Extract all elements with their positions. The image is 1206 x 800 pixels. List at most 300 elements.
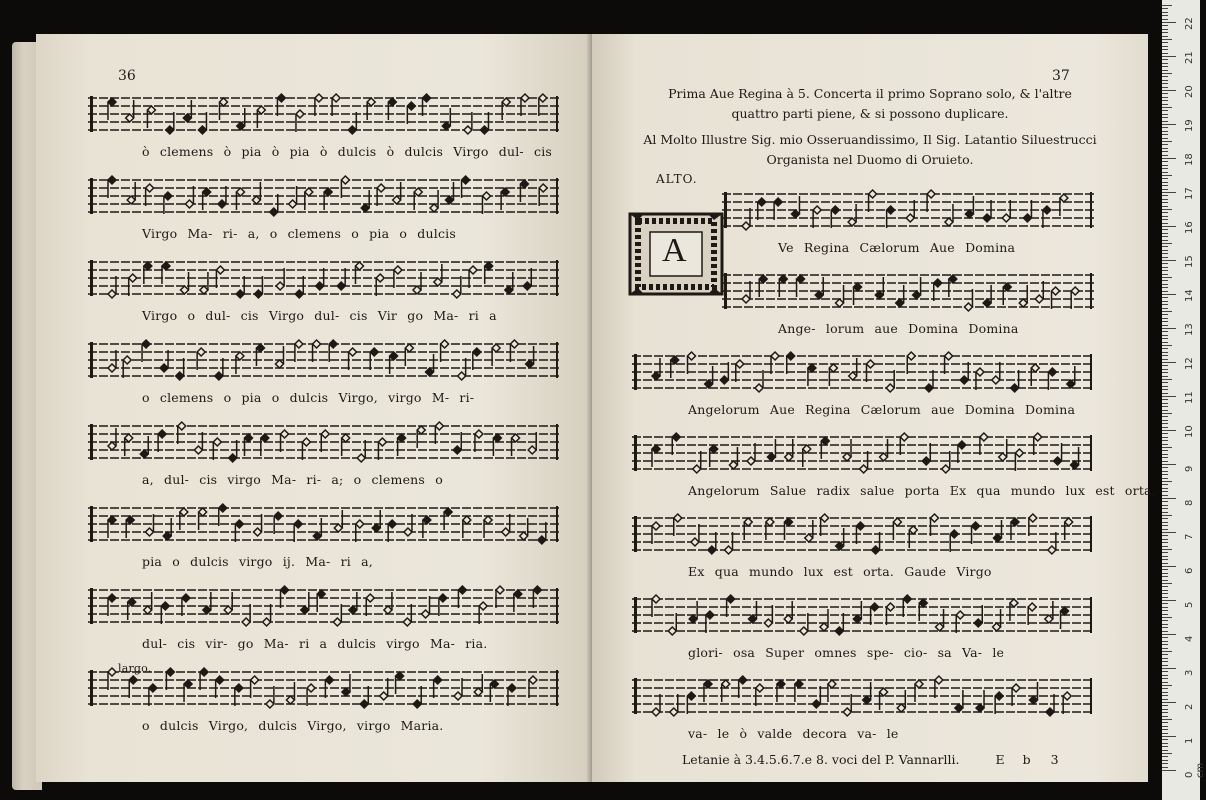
ruler-tick: [1162, 569, 1168, 570]
note-glyph: [166, 126, 174, 134]
ruler-tick: [1162, 49, 1168, 50]
music-staff: [88, 254, 560, 308]
ruler-tick: [1162, 495, 1168, 496]
note-glyph: [956, 611, 964, 619]
ruler-tick: [1162, 39, 1172, 40]
ruler-tick: [1162, 420, 1168, 421]
note-glyph: [426, 368, 434, 376]
ruler-tick: [1162, 148, 1168, 149]
note-glyph: [469, 266, 477, 274]
ruler-tick: [1162, 168, 1168, 169]
note-glyph: [508, 684, 516, 692]
ruler-tick: [1162, 32, 1168, 33]
note-glyph: [203, 606, 211, 614]
note-glyph: [1029, 514, 1037, 522]
note-glyph: [674, 514, 682, 522]
ruler-label: 17: [1184, 187, 1195, 200]
note-glyph: [435, 422, 443, 430]
music-staff: [88, 336, 560, 390]
ruler-tick: [1162, 389, 1168, 390]
ruler-tick: [1162, 216, 1168, 217]
note-glyph: [108, 364, 116, 372]
ruler-tick: [1162, 733, 1168, 734]
ruler-tick: [1162, 498, 1176, 499]
note-glyph: [872, 546, 880, 554]
ruler-tick: [1162, 233, 1168, 234]
ruler-tick: [1162, 692, 1168, 693]
ruler-tick: [1162, 736, 1176, 737]
note-glyph: [417, 426, 425, 434]
note-glyph: [108, 98, 116, 106]
note-glyph: [909, 526, 917, 534]
ruler-tick: [1162, 308, 1168, 309]
ruler-tick: [1162, 427, 1168, 428]
note-glyph: [147, 106, 155, 114]
note-glyph: [403, 618, 411, 626]
note-glyph: [880, 453, 888, 461]
ruler-tick: [1162, 141, 1172, 142]
note-glyph: [1023, 214, 1031, 222]
note-glyph: [423, 516, 431, 524]
note-glyph: [176, 372, 184, 380]
note-glyph: [1045, 615, 1053, 623]
ruler-tick: [1162, 726, 1168, 727]
ruler-tick: [1162, 263, 1168, 264]
ruler-tick: [1162, 580, 1168, 581]
note-glyph: [384, 606, 392, 614]
note-glyph: [295, 340, 303, 348]
note-glyph: [767, 453, 775, 461]
note-glyph: [1028, 603, 1036, 611]
ruler-tick: [1162, 124, 1176, 125]
ruler-tick: [1162, 668, 1176, 669]
ruler-tick: [1162, 563, 1168, 564]
note-glyph: [393, 196, 401, 204]
ruler-tick: [1162, 311, 1172, 312]
ruler-label: 14: [1184, 289, 1195, 302]
ruler-tick: [1162, 712, 1168, 713]
note-glyph: [528, 446, 536, 454]
note-glyph: [875, 291, 883, 299]
note-glyph: [404, 528, 412, 536]
ruler-tick: [1162, 121, 1168, 122]
note-glyph: [370, 348, 378, 356]
note-glyph: [160, 364, 168, 372]
note-glyph: [294, 520, 302, 528]
ruler-label: 12: [1184, 357, 1195, 370]
signature-letter: b: [1022, 752, 1031, 767]
note-glyph: [965, 210, 973, 218]
note-glyph: [1019, 299, 1027, 307]
ruler-tick: [1162, 19, 1168, 20]
ruler-tick: [1162, 416, 1168, 417]
note-glyph: [329, 340, 337, 348]
note-glyph: [356, 520, 364, 528]
note-glyph: [414, 188, 422, 196]
note-glyph: [337, 282, 345, 290]
note-glyph: [251, 676, 259, 684]
note-glyph: [203, 188, 211, 196]
staff-lines: [88, 254, 560, 304]
ruler-tick: [1162, 746, 1168, 747]
ruler-tick: [1162, 549, 1172, 550]
ruler-tick: [1162, 297, 1168, 298]
ruler-tick: [1162, 447, 1172, 448]
ruler-tick: [1162, 63, 1168, 64]
note-glyph: [693, 465, 701, 473]
note-glyph: [871, 603, 879, 611]
note-glyph: [315, 94, 323, 102]
note-glyph: [361, 204, 369, 212]
note-glyph: [439, 594, 447, 602]
note-glyph: [797, 275, 805, 283]
ruler-tick: [1162, 335, 1168, 336]
note-glyph: [341, 176, 349, 184]
ruler-tick: [1162, 583, 1172, 584]
note-glyph: [821, 514, 829, 522]
note-glyph: [958, 441, 966, 449]
note-glyph: [502, 528, 510, 536]
note-glyph: [484, 516, 492, 524]
ruler-tick: [1162, 372, 1168, 373]
ruler-tick: [1162, 614, 1168, 615]
note-glyph: [725, 546, 733, 554]
note-glyph: [277, 94, 285, 102]
ruler-tick: [1162, 467, 1168, 468]
ruler-tick: [1162, 155, 1168, 156]
note-glyph: [482, 192, 490, 200]
note-glyph: [125, 434, 133, 442]
note-glyph: [925, 384, 933, 392]
note-glyph: [252, 196, 260, 204]
note-glyph: [342, 434, 350, 442]
note-glyph: [854, 283, 862, 291]
note-glyph: [976, 368, 984, 376]
ruler-label: 19: [1184, 119, 1195, 132]
ruler-tick: [1162, 648, 1168, 649]
ruler-tick: [1162, 359, 1168, 360]
ruler-tick: [1162, 753, 1172, 754]
note-glyph: [706, 611, 714, 619]
note-glyph: [1054, 457, 1062, 465]
note-glyph: [992, 376, 1000, 384]
note-glyph: [903, 595, 911, 603]
ruler-tick: [1162, 318, 1168, 319]
ruler-tick: [1162, 665, 1168, 666]
note-glyph: [820, 623, 828, 631]
ruler-tick: [1162, 386, 1168, 387]
note-glyph: [321, 430, 329, 438]
header-line-1: Prima Aue Regina à 5. Concerta il primo Soprano solo, & l'altre: [668, 86, 1072, 101]
note-glyph: [1010, 599, 1018, 607]
music-staff: [722, 186, 1094, 240]
ruler-tick: [1162, 189, 1168, 190]
note-glyph: [367, 98, 375, 106]
note-glyph: [843, 708, 851, 716]
ruler-tick: [1162, 512, 1168, 513]
note-glyph: [266, 700, 274, 708]
note-glyph: [930, 514, 938, 522]
note-glyph: [396, 672, 404, 680]
note-glyph: [235, 684, 243, 692]
ruler-tick: [1162, 393, 1168, 394]
note-glyph: [759, 275, 767, 283]
note-glyph: [180, 508, 188, 516]
ruler-tick: [1162, 195, 1168, 196]
ruler-tick: [1162, 705, 1168, 706]
note-glyph: [129, 676, 137, 684]
note-glyph: [720, 376, 728, 384]
note-glyph: [774, 198, 782, 206]
note-glyph: [275, 360, 283, 368]
ruler-tick: [1162, 688, 1168, 689]
ruler-tick: [1162, 644, 1168, 645]
note-glyph: [301, 606, 309, 614]
ruler-label: 1: [1184, 737, 1195, 744]
ruler-label: 13: [1184, 323, 1195, 336]
note-glyph: [313, 532, 321, 540]
note-glyph: [722, 680, 730, 688]
ruler-tick: [1162, 610, 1168, 611]
note-glyph: [325, 676, 333, 684]
ruler-tick: [1162, 481, 1172, 482]
note-glyph: [821, 437, 829, 445]
note-glyph: [652, 595, 660, 603]
note-glyph: [254, 290, 262, 298]
note-glyph: [475, 430, 483, 438]
ruler-tick: [1162, 651, 1172, 652]
note-glyph: [1063, 692, 1071, 700]
note-glyph: [194, 446, 202, 454]
ruler-tick: [1162, 202, 1168, 203]
ruler-tick: [1162, 750, 1168, 751]
note-glyph: [493, 434, 501, 442]
ruler-tick: [1162, 406, 1168, 407]
ruler-tick: [1162, 685, 1172, 686]
staff-lines: [722, 267, 1094, 317]
ruler-tick: [1162, 671, 1168, 672]
note-glyph: [652, 372, 660, 380]
ruler-tick: [1162, 743, 1168, 744]
note-glyph: [441, 340, 449, 348]
note-glyph: [955, 704, 963, 712]
note-glyph: [348, 126, 356, 134]
note-glyph: [668, 627, 676, 635]
ruler-tick: [1162, 682, 1168, 683]
staff-lines: [632, 429, 1094, 479]
note-glyph: [490, 680, 498, 688]
note-glyph: [360, 700, 368, 708]
note-glyph: [164, 192, 172, 200]
ruler-tick: [1162, 474, 1168, 475]
note-glyph: [880, 688, 888, 696]
note-glyph: [256, 344, 264, 352]
ruler-tick: [1162, 355, 1168, 356]
ruler-tick: [1162, 593, 1168, 594]
ruler-tick: [1162, 641, 1168, 642]
note-glyph: [182, 594, 190, 602]
ruler-tick: [1162, 719, 1172, 720]
ruler-tick: [1162, 226, 1176, 227]
ruler-tick: [1162, 36, 1168, 37]
note-glyph: [372, 524, 380, 532]
note-glyph: [349, 348, 357, 356]
ruler-tick: [1162, 199, 1168, 200]
staff-lines: [88, 418, 560, 468]
decorated-initial: [628, 212, 724, 296]
note-glyph: [705, 380, 713, 388]
note-glyph: [512, 434, 520, 442]
music-staff: [88, 664, 560, 718]
note-glyph: [398, 434, 406, 442]
note-glyph: [863, 696, 871, 704]
note-glyph: [784, 518, 792, 526]
note-glyph: [936, 623, 944, 631]
ruler-tick: [1162, 206, 1168, 207]
ruler-tick: [1162, 362, 1176, 363]
note-glyph: [836, 299, 844, 307]
ruler-tick: [1162, 767, 1168, 768]
note-glyph: [162, 262, 170, 270]
ruler-tick: [1162, 413, 1172, 414]
note-glyph: [474, 688, 482, 696]
note-glyph: [200, 286, 208, 294]
ruler-tick: [1162, 253, 1168, 254]
ruler-tick: [1162, 229, 1168, 230]
footer-text: Letanie à 3.4.5.6.7.e 8. voci del P. Vannarlli.: [682, 752, 960, 767]
note-glyph: [1011, 518, 1019, 526]
note-glyph: [523, 282, 531, 290]
note-glyph: [742, 295, 750, 303]
ruler-tick: [1162, 12, 1168, 13]
note-glyph: [149, 684, 157, 692]
note-glyph: [380, 692, 388, 700]
ruler-tick: [1162, 127, 1168, 128]
note-glyph: [1011, 384, 1019, 392]
note-glyph: [777, 680, 785, 688]
note-glyph: [307, 684, 315, 692]
ruler-tick: [1162, 342, 1168, 343]
ruler-tick: [1162, 236, 1168, 237]
ruler-tick: [1162, 699, 1168, 700]
note-glyph: [787, 352, 795, 360]
staff-lines: [88, 500, 560, 550]
music-staff: [632, 429, 1094, 483]
ruler-tick: [1162, 314, 1168, 315]
note-glyph: [445, 196, 453, 204]
note-glyph: [333, 618, 341, 626]
lyric-line: Ange- lorum aue Domina Domina: [778, 321, 1019, 336]
note-glyph: [828, 680, 836, 688]
ruler-tick: [1162, 624, 1168, 625]
note-glyph: [140, 450, 148, 458]
ruler-tick: [1162, 716, 1168, 717]
music-staff: [88, 582, 560, 636]
ruler-tick: [1162, 399, 1168, 400]
ruler-tick: [1162, 461, 1168, 462]
ruler-tick: [1162, 22, 1176, 23]
music-staff: [88, 90, 560, 144]
ruler-tick: [1162, 284, 1168, 285]
ruler-label: 8: [1184, 499, 1195, 506]
ruler-tick: [1162, 508, 1168, 509]
ruler-tick: [1162, 522, 1168, 523]
lyric-line: o dulcis Virgo, dulcis Virgo, virgo Maria.: [142, 718, 444, 733]
note-glyph: [1043, 206, 1051, 214]
ruler-tick: [1162, 114, 1168, 115]
note-glyph: [480, 126, 488, 134]
note-glyph: [755, 384, 763, 392]
note-glyph: [812, 700, 820, 708]
note-glyph: [976, 704, 984, 712]
note-glyph: [1071, 287, 1079, 295]
note-glyph: [295, 290, 303, 298]
note-glyph: [813, 206, 821, 214]
ruler-tick: [1162, 501, 1168, 502]
note-glyph: [216, 676, 224, 684]
note-glyph: [704, 680, 712, 688]
note-glyph: [442, 122, 450, 130]
note-glyph: [108, 290, 116, 298]
note-glyph: [520, 532, 528, 540]
ruler-tick: [1162, 134, 1168, 135]
note-glyph: [791, 210, 799, 218]
note-glyph: [505, 286, 513, 294]
note-glyph: [744, 518, 752, 526]
note-glyph: [983, 214, 991, 222]
note-glyph: [485, 262, 493, 270]
note-glyph: [993, 534, 1001, 542]
ruler-tick: [1162, 83, 1168, 84]
lyric-line: a, dul- cis virgo Ma- ri- a; o clemens o: [142, 472, 443, 487]
ruler-tick: [1162, 450, 1168, 451]
ruler-tick: [1162, 345, 1172, 346]
ruler-tick: [1162, 223, 1168, 224]
ruler-label: 20: [1184, 85, 1195, 98]
note-glyph: [444, 508, 452, 516]
ruler-tick: [1162, 597, 1168, 598]
ruler-tick: [1162, 437, 1168, 438]
ruler-tick: [1162, 505, 1168, 506]
note-glyph: [296, 110, 304, 118]
note-glyph: [377, 184, 385, 192]
music-staff: [632, 591, 1094, 645]
note-glyph: [993, 623, 1001, 631]
note-glyph: [727, 595, 735, 603]
note-glyph: [123, 356, 131, 364]
ruler-tick: [1162, 93, 1168, 94]
ruler-tick: [1162, 66, 1168, 67]
note-glyph: [521, 94, 529, 102]
ruler-tick: [1162, 5, 1172, 6]
ruler-tick: [1162, 515, 1172, 516]
note-glyph: [1052, 287, 1060, 295]
note-glyph: [900, 433, 908, 441]
note-glyph: [388, 520, 396, 528]
staff-lines: [88, 582, 560, 632]
note-glyph: [184, 680, 192, 688]
ruler-label: 2: [1184, 703, 1195, 710]
note-glyph: [805, 534, 813, 542]
ruler-tick: [1162, 280, 1168, 281]
note-glyph: [784, 615, 792, 623]
ruler-tick: [1162, 702, 1176, 703]
note-glyph: [756, 684, 764, 692]
ruler-tick: [1162, 566, 1176, 567]
ruler-tick: [1162, 161, 1168, 162]
note-glyph: [964, 303, 972, 311]
note-glyph: [458, 586, 466, 594]
